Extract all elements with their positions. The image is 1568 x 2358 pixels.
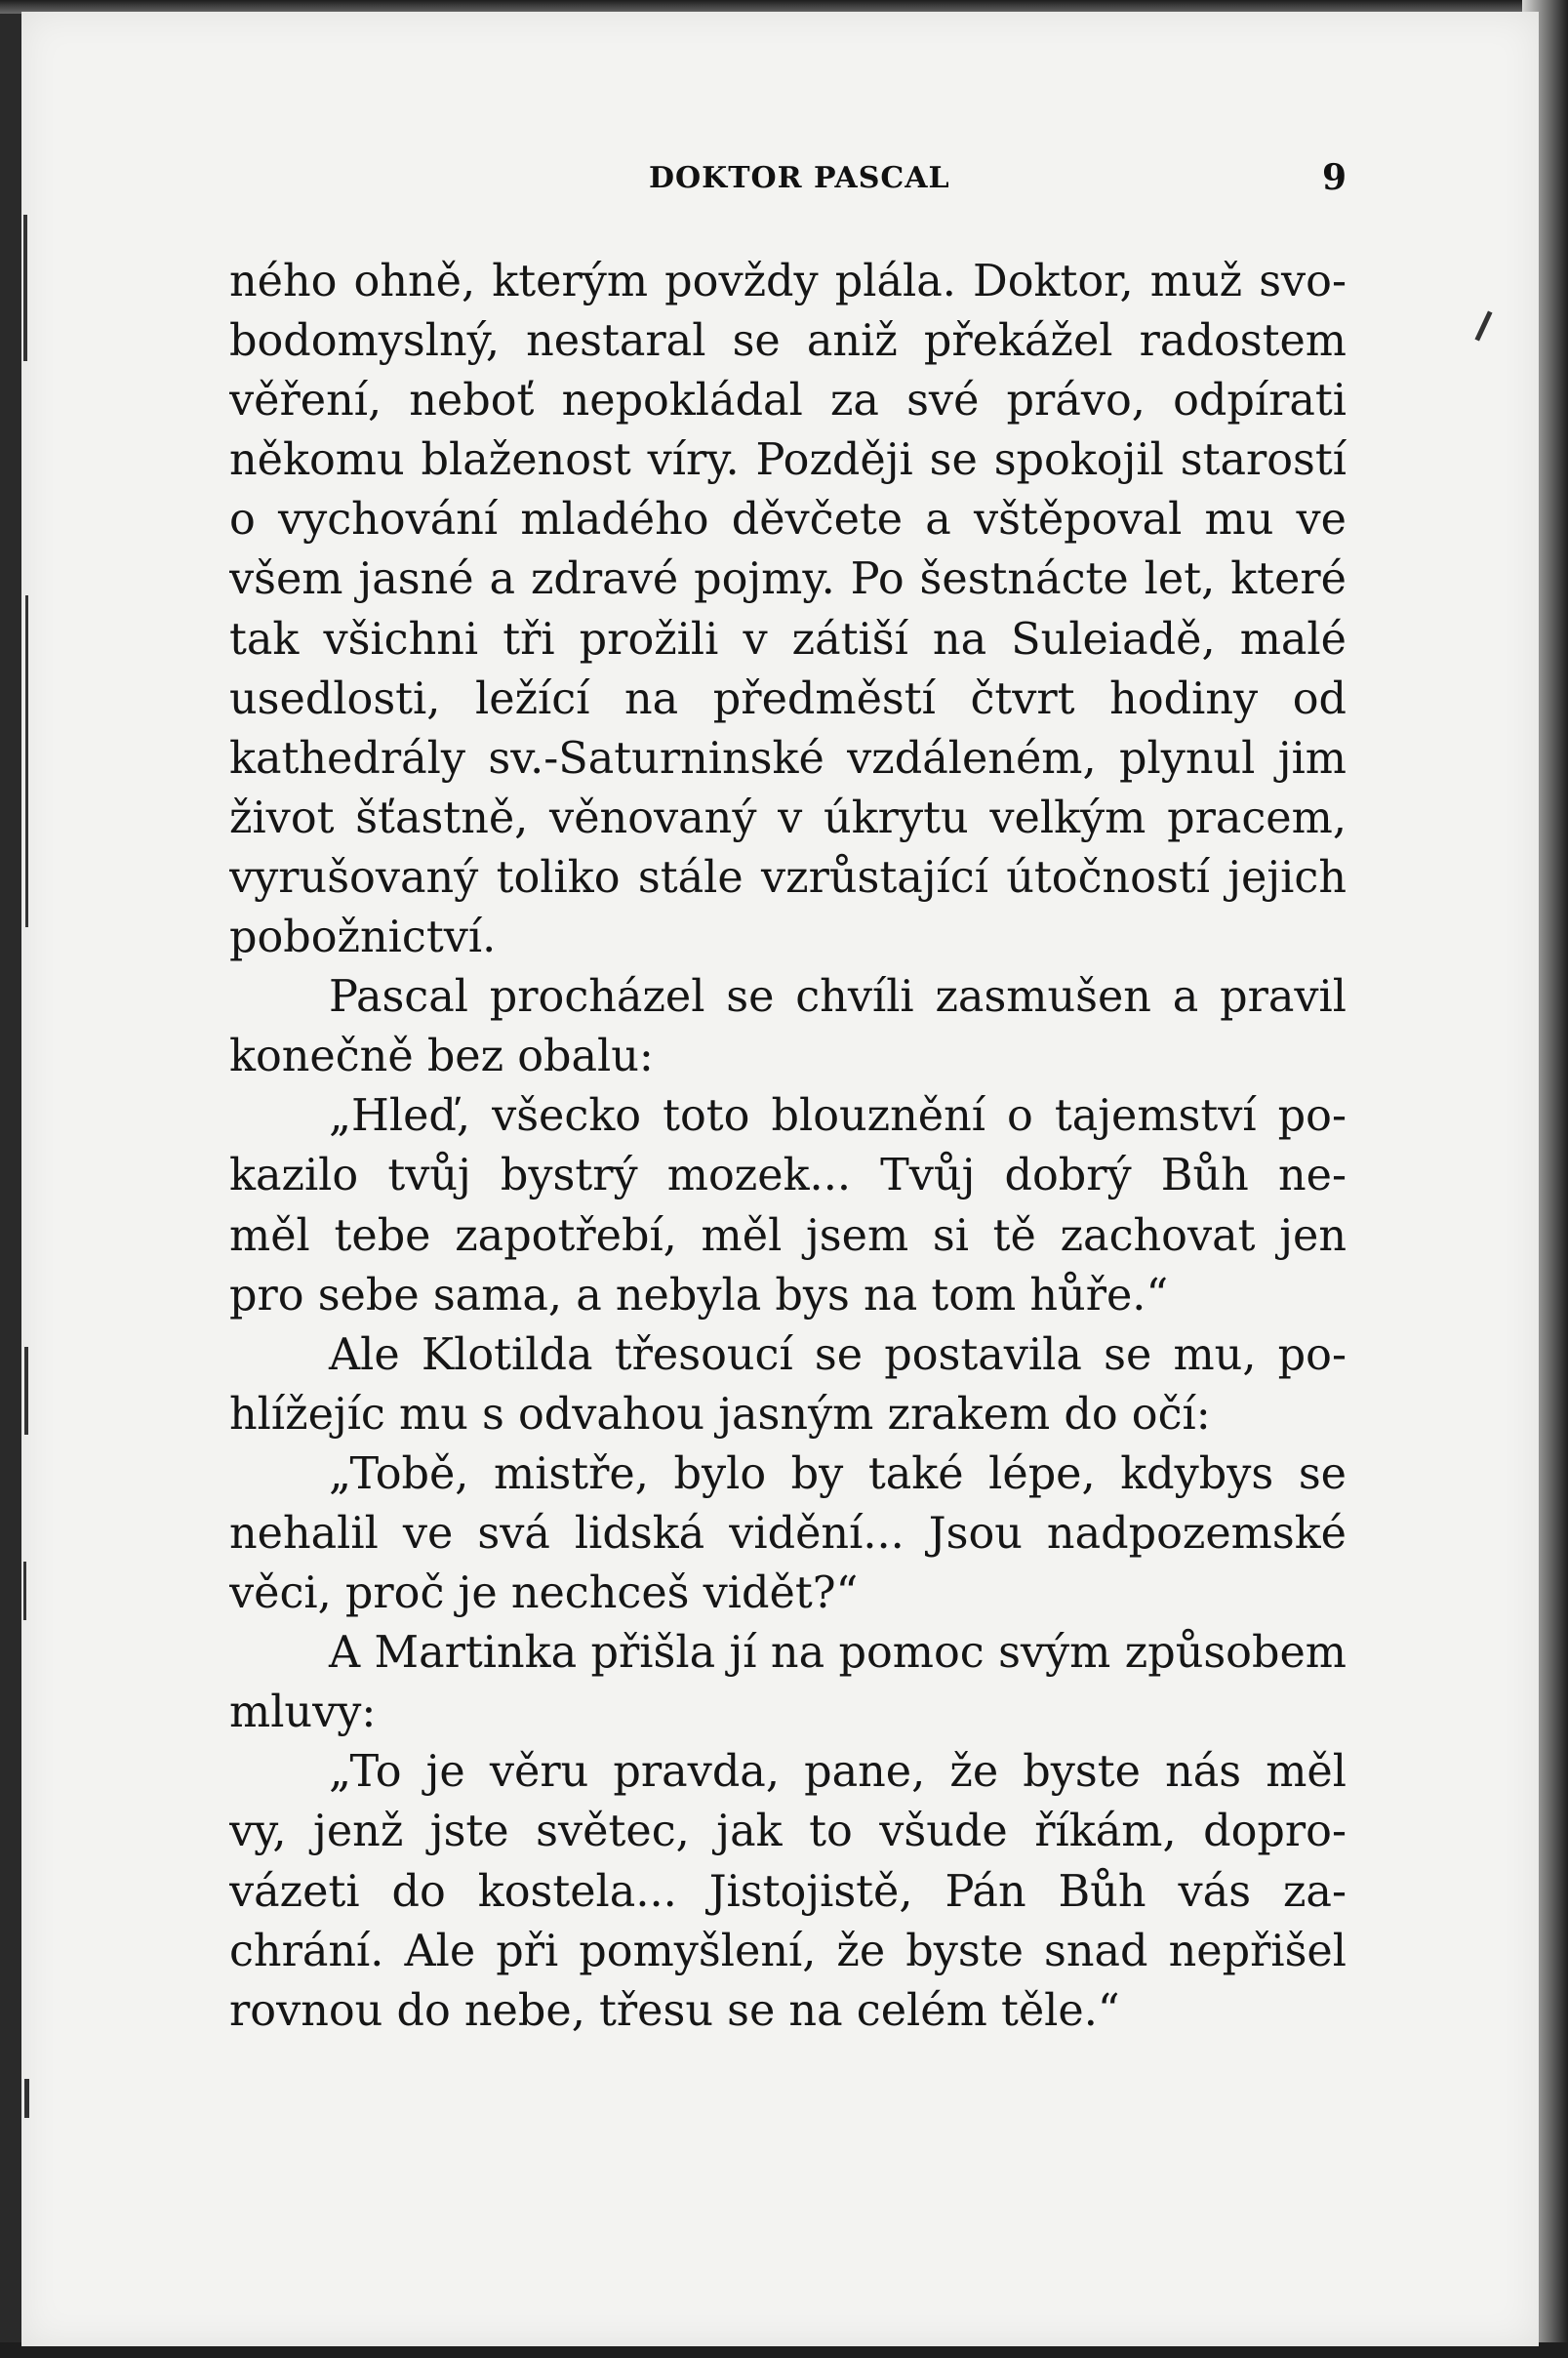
- text-line: konečně bez obalu:: [229, 1032, 654, 1082]
- text-line: Ale Klotilda třesoucí se postavila se mu, po-: [329, 1329, 1347, 1380]
- text-line: ného ohně, kterým povždy plála. Doktor, muž svo-: [229, 257, 1347, 306]
- text-line: pro sebe sama, a nebyla bys na tom hůře.“: [229, 1270, 1169, 1321]
- text-line: vázeti do kostela... Jistojistě, Pán Bůh vás za-: [229, 1866, 1347, 1917]
- text-line: hlížejíc mu s odvahou jasným zrakem do očí:: [229, 1389, 1211, 1440]
- margin-mark: [25, 595, 28, 927]
- text-line: někomu blaženost víry. Později se spokojil starostí: [229, 435, 1347, 486]
- text-line: „To je věru pravda, pane, že byste nás měl: [329, 1747, 1347, 1798]
- text-line: „Tobě, mistře, bylo by také lépe, kdybys se: [329, 1448, 1347, 1499]
- running-title: DOKTOR PASCAL: [649, 161, 950, 195]
- paragraph: [229, 252, 1347, 967]
- text-line: rovnou do nebe, třesu se na celém těle.“: [229, 1985, 1120, 2036]
- text-line: pobožnictví.: [229, 913, 497, 963]
- text-line: vy, jenž jste světec, jak to všude říkám, dopro-: [229, 1807, 1347, 1857]
- text-line: věření, neboť nepokládal za své právo, odpírati: [229, 376, 1347, 427]
- paragraph: [229, 1325, 1347, 1444]
- text-line: Pascal procházel se chvíli zasmušen a pravil: [329, 972, 1347, 1023]
- paragraph: [229, 1742, 1347, 2040]
- paragraph: [229, 1086, 1347, 1324]
- paragraph: [229, 967, 1347, 1086]
- text-line: usedlosti, ležící na předměstí čtvrt hodiny od: [229, 673, 1347, 724]
- text-line: kazilo tvůj bystrý mozek... Tvůj dobrý Bůh ne-: [229, 1151, 1347, 1201]
- body-text: [229, 252, 1347, 2041]
- paragraph: [229, 1444, 1347, 1623]
- margin-mark: [24, 1347, 28, 1435]
- text-line: život šťastně, věnovaný v úkrytu velkým pracem,: [229, 793, 1347, 843]
- text-line: věci, proč je nechceš vidět?“: [229, 1568, 859, 1619]
- text-line: kathedrály sv.-Saturninské vzdáleném, plynul jim: [229, 733, 1347, 784]
- margin-mark: [24, 2079, 29, 2118]
- text-line: bodomyslný, nestaral se aniž překážel radostem: [229, 316, 1347, 367]
- paragraph: [229, 1623, 1347, 1742]
- text-line: A Martinka přišla jí na pomoc svým způsobem: [329, 1628, 1347, 1679]
- text-line: nehalil ve svá lidská vidění... Jsou nadpozemské: [229, 1508, 1347, 1559]
- page-number: 9: [1321, 157, 1347, 198]
- margin-mark: [23, 215, 27, 361]
- text-line: tak všichni tři prožili v zátiší na Suleiadě, malé: [229, 614, 1347, 665]
- text-line: mluvy:: [229, 1687, 377, 1738]
- text-line: vyrušovaný toliko stále vzrůstající útočností jejich: [229, 852, 1347, 903]
- text-line: chrání. Ale při pomyšlení, že byste snad nepřišel: [229, 1926, 1347, 1976]
- page-header: [229, 157, 1347, 200]
- text-line: měl tebe zapotřebí, měl jsem si tě zachovat jen: [229, 1210, 1347, 1261]
- text-line: „Hleď, všecko toto blouznění o tajemství po-: [329, 1091, 1347, 1142]
- text-line: všem jasné a zdravé pojmy. Po šestnácte let, které: [229, 554, 1347, 605]
- text-line: o vychování mladého děvčete a vštěpoval mu ve: [229, 495, 1347, 546]
- margin-mark: [23, 1562, 26, 1620]
